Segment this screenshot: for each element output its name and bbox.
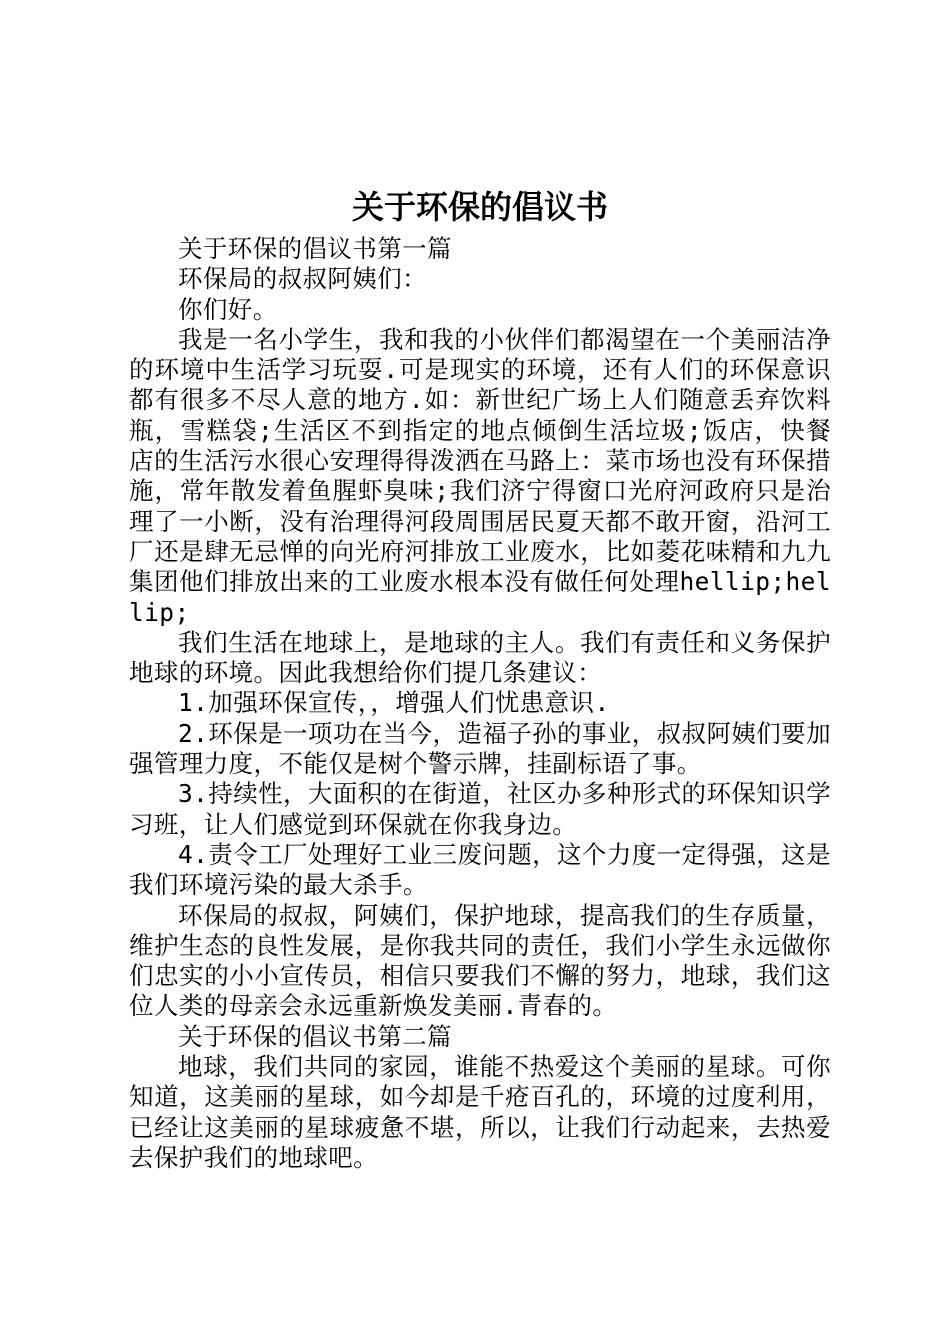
body-paragraph: 地球，我们共同的家园，谁能不热爱这个美丽的星球。可你知道，这美丽的星球，如今却是千疮百孔的，环境的过度利用，已经让这美丽的星球疲惫不堪，所以，让我们行动起来，去热爱去保护我们的地球吧。 <box>129 1052 831 1172</box>
salutation: 环保局的叔叔阿姨们： <box>178 264 427 294</box>
suggestion-item-3: 3.持续性，大面积的在街道，社区办多种形式的环保知识学习班，让人们感觉到环保就在你我身边。 <box>129 779 831 839</box>
section-heading-1: 关于环保的倡议书第一篇 <box>178 234 452 263</box>
document-page <box>129 182 831 1173</box>
greeting: 你们好。 <box>178 294 278 324</box>
body-paragraph: 我是一名小学生，我和我的小伙伴们都渴望在一个美丽洁净的环境中生活学习玩耍.可是现实的环境，还有人们的环保意识都有很多不尽人意的地方.如：新世纪广场上人们随意丢弃饮料瓶，雪糕袋;生活区不到指定的地点倾倒生活垃圾;饭店，快餐店的生活污水很心安理得得泼洒在马路上：菜市场也没有环保措施，常年散发着鱼腥虾臭味;我们济宁得窗口光府河政府只是治理了一小断，没有治理得河段周围居民夏天都不敢开窗，沿河工厂还是肆无忌惮的向光府河排放工业废水，比如菱花味精和九九集团他们排放出来的工业废水根本没有做任何处理hellip;hellip; <box>129 324 831 627</box>
body-paragraph: 环保局的叔叔，阿姨们，保护地球，提高我们的生存质量，维护生态的良性发展，是你我共同的责任，我们小学生永远做你们忠实的小小宣传员，相信只要我们不懈的努力，地球，我们这位人类的母亲会永远重新焕发美丽.青春的。 <box>129 900 831 1021</box>
suggestion-item-4: 4.责令工厂处理好工业三废问题，这个力度一定得强，这是我们环境污染的最大杀手。 <box>129 839 831 900</box>
body-paragraph: 我们生活在地球上，是地球的主人。我们有责任和义务保护地球的环境。因此我想给你们提几条建议： <box>129 627 831 688</box>
section-heading-2: 关于环保的倡议书第二篇 <box>178 1021 452 1051</box>
document-title: 关于环保的倡议书 <box>351 188 608 226</box>
suggestion-item-2: 2.环保是一项功在当今，造福子孙的事业，叔叔阿姨们要加强管理力度，不能仅是树个警示牌，挂副标语了事。 <box>129 718 831 779</box>
suggestion-item-1: 1.加强环保宣传，，增强人们忧患意识. <box>178 688 610 718</box>
